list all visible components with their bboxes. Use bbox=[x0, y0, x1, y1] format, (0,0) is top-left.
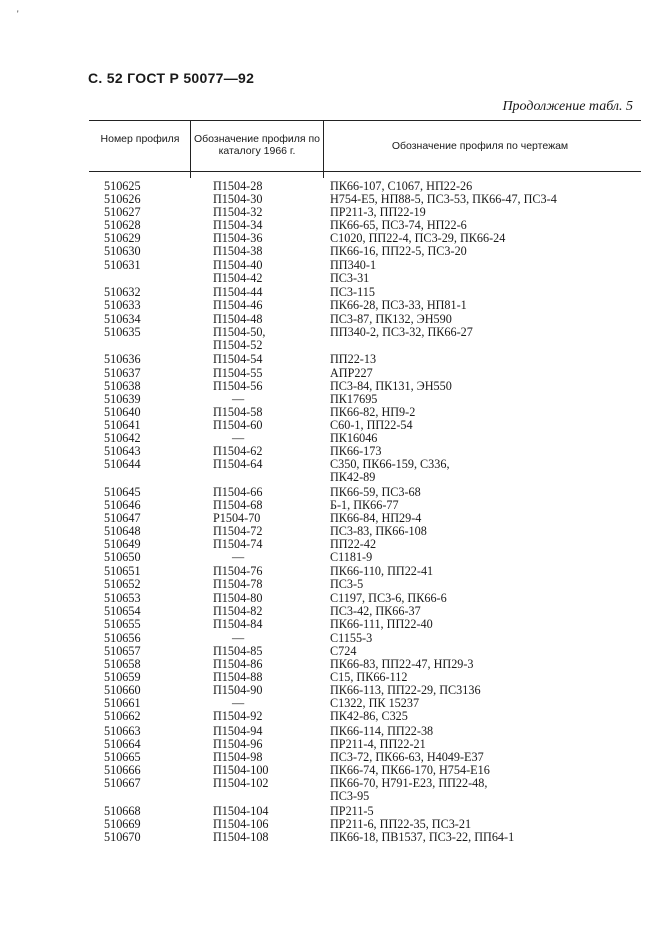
drawing-designation-cell: ПС3-72, ПК66-63, Н4049-Е37 bbox=[330, 750, 484, 764]
profile-number-cell: 510664 bbox=[104, 736, 141, 751]
column-header-profile-number: Номер профиля bbox=[100, 133, 180, 145]
catalog-designation-cell: — bbox=[232, 391, 245, 406]
page-header: С. 52 ГОСТ Р 50077—92 bbox=[88, 70, 255, 86]
drawing-designation-cell: ПС3-84, ПК131, ЭН550 bbox=[330, 378, 452, 393]
profile-number-cell: 510631 bbox=[104, 257, 141, 272]
catalog-designation-cell: П1504-90 bbox=[213, 682, 263, 697]
drawing-designation-cell: ПК66-114, ПП22-38 bbox=[330, 723, 434, 738]
catalog-designation-cell: П1504-102 bbox=[213, 776, 269, 791]
drawing-designation-cell: ПК66-18, ПВ1537, ПС3-22, ПП64-1 bbox=[330, 830, 515, 845]
catalog-designation-cell: П1504-34 bbox=[213, 218, 263, 233]
catalog-designation-cell: П1504-40 bbox=[213, 257, 263, 272]
column-divider-1 bbox=[190, 120, 191, 171]
catalog-designation-cell: П1504-36 bbox=[213, 231, 263, 246]
drawing-designation-cell: ПП340-1 bbox=[330, 257, 377, 272]
drawing-designation-cell: С15, ПК66-112 bbox=[330, 669, 408, 684]
profile-number-cell: 510650 bbox=[104, 550, 141, 565]
catalog-designation-cell: П1504-78 bbox=[213, 576, 263, 591]
drawing-designation-cell: ПК66-110, ПП22-41 bbox=[330, 563, 434, 578]
table-row bbox=[0, 339, 661, 352]
profile-number-cell: 510652 bbox=[104, 576, 141, 591]
table-body bbox=[0, 180, 661, 844]
catalog-designation-cell: П1504-106 bbox=[213, 817, 269, 832]
profile-number-cell: 510651 bbox=[104, 563, 141, 578]
profile-number-cell: 510665 bbox=[104, 750, 141, 764]
catalog-designation-cell: П1504-86 bbox=[213, 656, 263, 671]
profile-number-cell: 510658 bbox=[104, 656, 141, 671]
catalog-designation-cell: — bbox=[232, 550, 245, 565]
profile-number-cell: 510644 bbox=[104, 457, 141, 472]
table-row bbox=[0, 565, 661, 578]
profile-number-cell: 510648 bbox=[104, 524, 141, 539]
drawing-designation-cell: ПК66-84, НП29-4 bbox=[330, 511, 422, 526]
catalog-designation-cell: П1504-58 bbox=[213, 404, 263, 419]
drawing-designation-cell: ПС3-83, ПК66-108 bbox=[330, 524, 427, 539]
catalog-designation-cell: П1504-38 bbox=[213, 244, 263, 259]
catalog-designation-cell: Р1504-70 bbox=[213, 511, 261, 526]
table-row bbox=[0, 367, 661, 380]
drawing-designation-cell: ПР211-3, ПП22-19 bbox=[330, 205, 426, 220]
column-divider-2 bbox=[323, 120, 324, 171]
column-header-catalog-designation: Обозначение профиля по каталогу 1966 г. bbox=[194, 133, 320, 157]
profile-number-cell: 510655 bbox=[104, 617, 141, 632]
drawing-designation-cell: АПР227 bbox=[330, 365, 373, 380]
profile-number-cell: 510653 bbox=[104, 591, 141, 606]
table-continuation-label: Продолжение табл. 5 bbox=[502, 99, 633, 114]
drawing-designation-cell: ПК66-65, ПС3-74, НП22-6 bbox=[330, 218, 467, 233]
profile-number-cell: 510628 bbox=[104, 218, 141, 233]
catalog-designation-cell: П1504-42 bbox=[213, 270, 263, 285]
table-row bbox=[0, 645, 661, 658]
drawing-designation-cell: ПП340-2, ПС3-32, ПК66-27 bbox=[330, 324, 473, 339]
catalog-designation-cell: П1504-46 bbox=[213, 298, 263, 313]
catalog-designation-cell: П1504-62 bbox=[213, 444, 263, 459]
drawing-designation-cell: ПП22-42 bbox=[330, 537, 377, 552]
drawing-designation-cell: С350, ПК66-159, С336, bbox=[330, 457, 450, 472]
drawing-designation-cell: ПК66-113, ПП22-29, ПС3136 bbox=[330, 682, 481, 697]
catalog-designation-cell: П1504-66 bbox=[213, 484, 263, 499]
table-row bbox=[0, 245, 661, 258]
table-row bbox=[0, 551, 661, 564]
drawing-designation-cell: ПК66-59, ПС3-68 bbox=[330, 484, 421, 499]
profile-number-cell: 510649 bbox=[104, 537, 141, 552]
profile-number-cell: 510647 bbox=[104, 511, 141, 526]
table-row bbox=[0, 831, 661, 844]
catalog-designation-cell: П1504-108 bbox=[213, 830, 269, 845]
catalog-designation-cell: П1504-54 bbox=[213, 352, 263, 367]
profile-number-cell: 510627 bbox=[104, 205, 141, 220]
table-row bbox=[0, 380, 661, 393]
catalog-designation-cell: П1504-96 bbox=[213, 736, 263, 751]
catalog-designation-cell: П1504-48 bbox=[213, 311, 263, 326]
profile-number-cell: 510654 bbox=[104, 604, 141, 619]
profile-number-cell: 510670 bbox=[104, 830, 141, 845]
profile-number-cell: 510668 bbox=[104, 803, 141, 818]
catalog-designation-cell: П1504-44 bbox=[213, 285, 263, 300]
catalog-designation-cell: П1504-84 bbox=[213, 617, 263, 632]
margin-mark: ' bbox=[17, 9, 19, 19]
catalog-designation-cell: П1504-32 bbox=[213, 205, 263, 220]
profile-number-cell: 510661 bbox=[104, 696, 141, 711]
catalog-designation-cell: П1504-68 bbox=[213, 498, 263, 513]
drawing-designation-cell: ПК42-89 bbox=[330, 470, 376, 485]
table-header-rule bbox=[89, 171, 641, 172]
catalog-designation-cell: П1504-85 bbox=[213, 643, 263, 658]
catalog-designation-cell: П1504-92 bbox=[213, 709, 263, 724]
drawing-designation-cell: Б-1, ПК66-77 bbox=[330, 498, 399, 513]
drawing-designation-cell: ПК42-86, С325 bbox=[330, 709, 408, 724]
profile-number-cell: 510645 bbox=[104, 484, 141, 499]
profile-number-cell: 510636 bbox=[104, 352, 141, 367]
catalog-designation-cell: П1504-60 bbox=[213, 417, 263, 432]
drawing-designation-cell: ПР211-6, ПП22-35, ПС3-21 bbox=[330, 817, 472, 832]
profile-number-cell: 510637 bbox=[104, 365, 141, 380]
table-row bbox=[0, 790, 661, 803]
table-row bbox=[0, 725, 661, 738]
table-top-rule bbox=[89, 120, 641, 121]
catalog-designation-cell: — bbox=[232, 630, 245, 645]
table-row bbox=[0, 326, 661, 339]
drawing-designation-cell: ПС3-31 bbox=[330, 270, 370, 285]
profile-number-cell: 510662 bbox=[104, 709, 141, 724]
profile-number-cell: 510634 bbox=[104, 311, 141, 326]
profile-number-cell: 510643 bbox=[104, 444, 141, 459]
table-row bbox=[0, 658, 661, 671]
profile-number-cell: 510657 bbox=[104, 643, 141, 658]
drawing-designation-cell: С60-1, ПП22-54 bbox=[330, 417, 413, 432]
drawing-designation-cell: ПК66-107, С1067, НП22-26 bbox=[330, 179, 473, 193]
drawing-designation-cell: Н754-Е5, НП88-5, ПС3-53, ПК66-47, ПС3-4 bbox=[330, 192, 557, 207]
catalog-designation-cell: — bbox=[232, 696, 245, 711]
table-row bbox=[0, 406, 661, 419]
drawing-designation-cell: ПК66-70, Н791-Е23, ПП22-48, bbox=[330, 776, 488, 791]
drawing-designation-cell: ПК16046 bbox=[330, 430, 378, 445]
profile-number-cell: 510667 bbox=[104, 776, 141, 791]
catalog-designation-cell: П1504-76 bbox=[213, 563, 263, 578]
catalog-designation-cell: П1504-52 bbox=[213, 337, 263, 352]
drawing-designation-cell: ПК17695 bbox=[330, 391, 378, 406]
drawing-designation-cell: ПК66-173 bbox=[330, 444, 382, 459]
catalog-designation-cell: — bbox=[232, 430, 245, 445]
profile-number-cell: 510659 bbox=[104, 669, 141, 684]
catalog-designation-cell: П1504-28 bbox=[213, 179, 263, 193]
drawing-designation-cell: ПС3-87, ПК132, ЭН590 bbox=[330, 311, 452, 326]
catalog-designation-cell: П1504-50, bbox=[213, 324, 266, 339]
drawing-designation-cell: ПС3-5 bbox=[330, 576, 364, 591]
drawing-designation-cell: ПС3-115 bbox=[330, 285, 375, 300]
profile-number-cell: 510625 bbox=[104, 179, 141, 193]
profile-number-cell: 510669 bbox=[104, 817, 141, 832]
profile-number-cell: 510638 bbox=[104, 378, 141, 393]
table-row bbox=[0, 710, 661, 723]
table-row bbox=[0, 632, 661, 645]
table-row bbox=[0, 393, 661, 406]
drawing-designation-cell: ПС3-95 bbox=[330, 789, 370, 804]
profile-number-cell: 510635 bbox=[104, 324, 141, 339]
drawing-designation-cell: ПК66-16, ПП22-5, ПС3-20 bbox=[330, 244, 467, 259]
catalog-designation-cell: П1504-88 bbox=[213, 669, 263, 684]
drawing-designation-cell: ПК66-82, НП9-2 bbox=[330, 404, 416, 419]
table-row bbox=[0, 419, 661, 432]
drawing-designation-cell: С1322, ПК 15237 bbox=[330, 696, 420, 711]
catalog-designation-cell: П1504-104 bbox=[213, 803, 269, 818]
table-row bbox=[0, 618, 661, 631]
drawing-designation-cell: ПР211-4, ПП22-21 bbox=[330, 736, 426, 751]
catalog-designation-cell: П1504-98 bbox=[213, 750, 263, 764]
table-row bbox=[0, 313, 661, 326]
catalog-designation-cell: П1504-80 bbox=[213, 591, 263, 606]
drawing-designation-cell: ПП22-13 bbox=[330, 352, 377, 367]
column-divider-2-tick bbox=[323, 171, 324, 178]
profile-number-cell: 510633 bbox=[104, 298, 141, 313]
catalog-designation-cell: П1504-72 bbox=[213, 524, 263, 539]
drawing-designation-cell: ПК66-74, ПК66-170, Н754-Е16 bbox=[330, 763, 490, 778]
profile-number-cell: 510640 bbox=[104, 404, 141, 419]
catalog-designation-cell: П1504-82 bbox=[213, 604, 263, 619]
drawing-designation-cell: ПК66-111, ПП22-40 bbox=[330, 617, 433, 632]
drawing-designation-cell: С724 bbox=[330, 643, 357, 658]
profile-number-cell: 510639 bbox=[104, 391, 141, 406]
table-row bbox=[0, 299, 661, 312]
profile-number-cell: 510666 bbox=[104, 763, 141, 778]
drawing-designation-cell: С1181-9 bbox=[330, 550, 373, 565]
drawing-designation-cell: ПС3-42, ПК66-37 bbox=[330, 604, 421, 619]
column-divider-1-tick bbox=[190, 171, 191, 178]
profile-number-cell: 510663 bbox=[104, 723, 141, 738]
drawing-designation-cell: С1155-3 bbox=[330, 630, 373, 645]
table-row bbox=[0, 272, 661, 285]
catalog-designation-cell: П1504-56 bbox=[213, 378, 263, 393]
catalog-designation-cell: П1504-64 bbox=[213, 457, 263, 472]
catalog-designation-cell: П1504-94 bbox=[213, 723, 263, 738]
drawing-designation-cell: ПР211-5 bbox=[330, 803, 374, 818]
profile-number-cell: 510630 bbox=[104, 244, 141, 259]
catalog-designation-cell: П1504-55 bbox=[213, 365, 263, 380]
table-row bbox=[0, 578, 661, 591]
table-row bbox=[0, 671, 661, 684]
drawing-designation-cell: ПК66-83, ПП22-47, НП29-3 bbox=[330, 656, 474, 671]
catalog-designation-cell: П1504-30 bbox=[213, 192, 263, 207]
drawing-designation-cell: С1197, ПС3-6, ПК66-6 bbox=[330, 591, 447, 606]
profile-number-cell: 510660 bbox=[104, 682, 141, 697]
profile-number-cell: 510629 bbox=[104, 231, 141, 246]
table-row bbox=[0, 471, 661, 484]
catalog-designation-cell: П1504-100 bbox=[213, 763, 269, 778]
drawing-designation-cell: С1020, ПП22-4, ПС3-29, ПК66-24 bbox=[330, 231, 506, 246]
profile-number-cell: 510646 bbox=[104, 498, 141, 513]
table-row bbox=[0, 353, 661, 366]
profile-number-cell: 510642 bbox=[104, 430, 141, 445]
table-row bbox=[0, 259, 661, 272]
profile-number-cell: 510626 bbox=[104, 192, 141, 207]
catalog-designation-cell: П1504-74 bbox=[213, 537, 263, 552]
profile-number-cell: 510656 bbox=[104, 630, 141, 645]
profile-number-cell: 510641 bbox=[104, 417, 141, 432]
profile-number-cell: 510632 bbox=[104, 285, 141, 300]
column-header-drawing-designation: Обозначение профиля по чертежам bbox=[391, 140, 569, 152]
drawing-designation-cell: ПК66-28, ПС3-33, НП81-1 bbox=[330, 298, 467, 313]
